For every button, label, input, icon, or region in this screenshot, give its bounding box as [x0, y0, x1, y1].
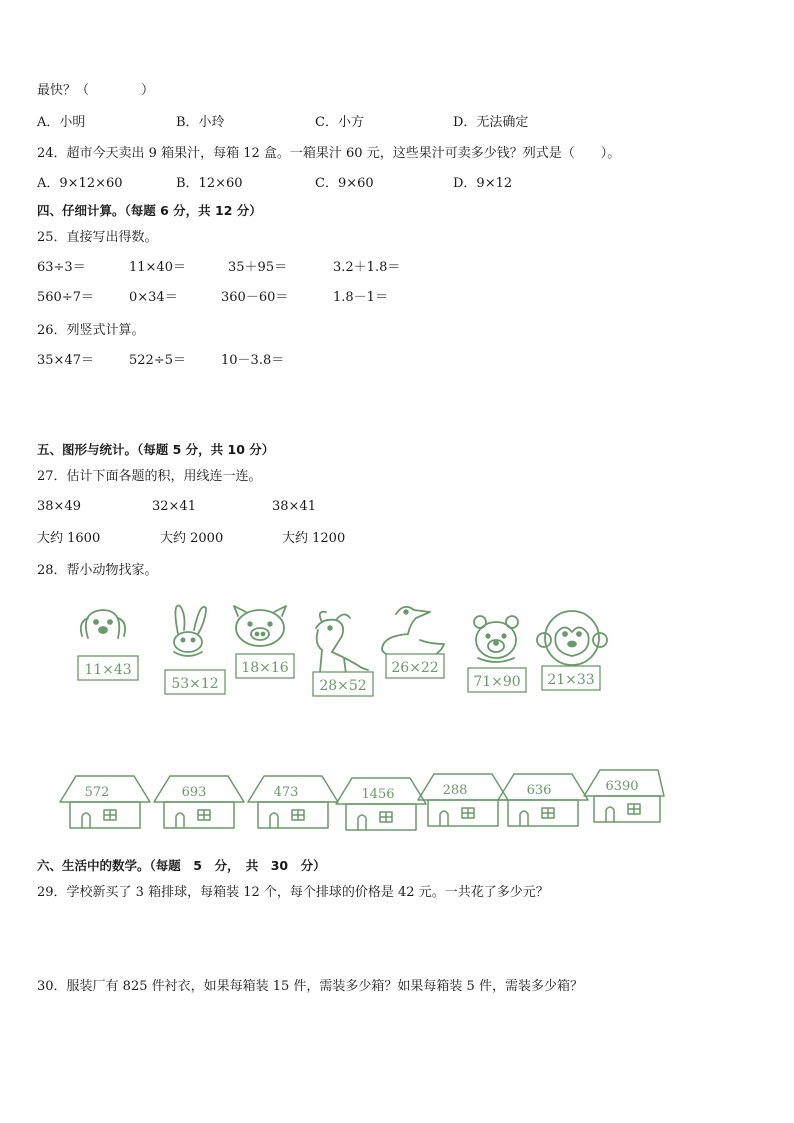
q29-stem: 29．学校新买了 3 箱排球，每箱装 12 个，每个排球的价格是 42 元。一共花了多少元？: [37, 885, 549, 900]
animal-label-1: 11×43: [84, 662, 132, 678]
q26-stem: 26．列竖式计算。: [37, 323, 145, 338]
section5-heading: 五、图形与统计。（每题 5 分，共 10 分）: [37, 442, 275, 457]
q28-animals-illustration: [60, 600, 620, 700]
q27-estimate-1: 大约 1600: [37, 531, 101, 546]
animal-label-3: 18×16: [241, 660, 289, 676]
dog-icon: [81, 610, 125, 638]
rabbit-icon: [174, 606, 206, 656]
q23-option-b: B．小玲: [176, 115, 225, 130]
q25-row1-item4: 3.2＋1.8＝: [333, 260, 401, 275]
bear-icon: [474, 616, 518, 662]
house-number-7: 6390: [605, 779, 639, 794]
q23-stem-tail: 最快？（ ）: [37, 83, 155, 98]
animal-label-4: 28×52: [319, 678, 367, 694]
duck-icon: [382, 607, 444, 660]
animal-label-7: 21×33: [547, 672, 595, 688]
q30-stem: 30．服装厂有 825 件衬衣，如果每箱装 15 件，需装多少箱？如果每箱装 5 件，需装多少箱？: [37, 979, 583, 994]
q27-estimate-2: 大约 2000: [160, 531, 224, 546]
q24-stem: 24．超市今天卖出 9 箱果汁，每箱 12 盒。一箱果汁 60 元，这些果汁可卖多少钱？列式是（ ）。: [37, 146, 621, 161]
q25-row2-item1: 560÷7＝: [37, 290, 94, 305]
house-icon: [584, 770, 664, 822]
house-number-4: 1456: [361, 787, 395, 802]
q25-row2-item3: 360－60＝: [221, 290, 289, 305]
monkey-icon: [537, 611, 607, 665]
house-number-1: 572: [84, 785, 110, 800]
house-icon: [60, 776, 150, 828]
animal-label-2: 53×12: [171, 676, 219, 692]
q25-row1-item1: 63÷3＝: [37, 260, 86, 275]
house-number-3: 473: [273, 785, 299, 800]
q27-estimate-3: 大约 1200: [282, 531, 346, 546]
q28-houses-illustration: [58, 766, 668, 836]
q27-product-2: 32×41: [152, 499, 196, 514]
house-number-5: 288: [442, 783, 468, 798]
house-icon: [248, 776, 338, 828]
section6-heading: 六、生活中的数学。（每题 5 分， 共 30 分）: [37, 858, 326, 873]
q26-item3: 10－3.8＝: [221, 353, 285, 368]
q27-stem: 27．估计下面各题的积，用线连一连。: [37, 469, 262, 484]
house-icon: [498, 774, 588, 826]
section4-heading: 四、仔细计算。（每题 6 分，共 12 分）: [37, 203, 262, 218]
q26-item1: 35×47＝: [37, 353, 94, 368]
q23-option-a: A．小明: [37, 115, 86, 130]
house-number-6: 636: [526, 783, 552, 798]
q25-row2-item4: 1.8－1＝: [333, 290, 388, 305]
q24-option-b: B．12×60: [176, 176, 243, 191]
animal-label-5: 26×22: [391, 660, 439, 676]
q23-option-c: C．小方: [315, 115, 364, 130]
q27-product-1: 38×49: [37, 499, 81, 514]
q25-stem: 25．直接写出得数。: [37, 230, 158, 245]
house-icon: [418, 774, 508, 826]
q23-option-d: D．无法确定: [453, 115, 529, 130]
q28-stem: 28．帮小动物找家。: [37, 563, 158, 578]
q25-row1-item3: 35＋95＝: [228, 260, 288, 275]
animal-label-6: 71×90: [473, 674, 521, 690]
pig-icon: [234, 606, 286, 646]
house-number-2: 693: [181, 785, 207, 800]
q24-option-a: A．9×12×60: [37, 176, 123, 191]
house-icon: [154, 776, 244, 828]
q26-item2: 522÷5＝: [129, 353, 186, 368]
q24-option-c: C．9×60: [315, 176, 374, 191]
house-icon: [336, 778, 426, 830]
q25-row2-item2: 0×34＝: [129, 290, 178, 305]
goat-icon: [316, 612, 368, 674]
q27-product-3: 38×41: [272, 499, 316, 514]
q25-row1-item2: 11×40＝: [129, 260, 186, 275]
q24-option-d: D．9×12: [453, 176, 513, 191]
